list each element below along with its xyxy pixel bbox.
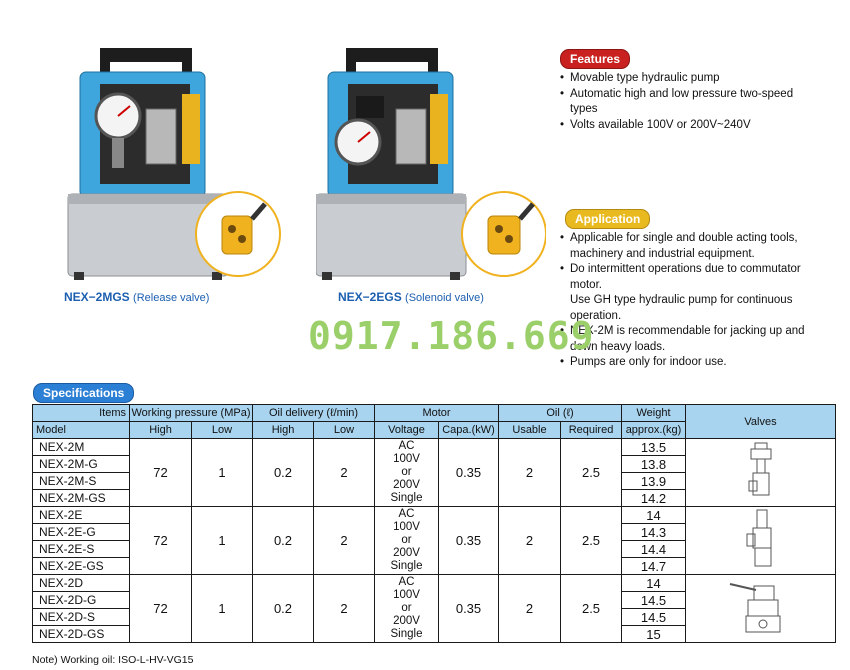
table-row	[33, 575, 836, 592]
voltage-line: 200V	[393, 615, 420, 627]
voltage-line: or	[401, 534, 412, 546]
header-oil: Oil (ℓ)	[499, 405, 622, 422]
application-item: • NEX-2M is recommendable for jacking up and	[560, 324, 845, 340]
od-high-cell: 0.2	[253, 507, 314, 575]
weight-cell: 14.5	[622, 592, 686, 609]
features-list	[560, 71, 840, 133]
application-item: Use GH type hydraulic pump for continuous	[570, 294, 793, 306]
voltage-line: 100V	[393, 521, 420, 533]
product-caption-2	[338, 290, 484, 304]
model-cell: NEX-2E-GS	[33, 558, 130, 575]
application-item: • Do intermittent operations due to commutator	[560, 262, 845, 278]
feature-item: • Volts available 100V or 200V~240V	[560, 118, 840, 134]
voltage-line: 100V	[393, 589, 420, 601]
header-weight: Weight	[622, 405, 686, 422]
voltage-line: AC	[398, 508, 415, 520]
wp-low-cell: 1	[192, 439, 253, 507]
model-cell: NEX-2M	[33, 439, 130, 456]
weight-cell: 14	[622, 507, 686, 524]
valve-image-release	[686, 439, 836, 507]
header-capa: Capa.(kW)	[439, 422, 499, 439]
wp-high-cell: 72	[130, 507, 192, 575]
voltage-line: or	[401, 602, 412, 614]
weight-cell: 14.2	[622, 490, 686, 507]
voltage-cell	[375, 575, 439, 643]
model-cell: NEX-2M-G	[33, 456, 130, 473]
weight-cell: 14.4	[622, 541, 686, 558]
table-row	[33, 439, 836, 456]
header-working-pressure: Working pressure (MPa)	[130, 405, 253, 422]
od-low-cell: 2	[314, 575, 375, 643]
header-motor: Motor	[375, 405, 499, 422]
voltage-line: 200V	[393, 547, 420, 559]
header-voltage: Voltage	[375, 422, 439, 439]
capa-cell: 0.35	[439, 507, 499, 575]
weight-cell: 14.3	[622, 524, 686, 541]
od-low-cell: 2	[314, 507, 375, 575]
model-cell: NEX-2D-G	[33, 592, 130, 609]
header-usable: Usable	[499, 422, 561, 439]
feature-item: • Automatic high and low pressure two-speed	[560, 87, 840, 103]
features-badge: Features	[560, 49, 630, 69]
header-wp-high: High	[130, 422, 192, 439]
voltage-line: AC	[398, 576, 415, 588]
capa-cell: 0.35	[439, 575, 499, 643]
weight-cell: 14	[622, 575, 686, 592]
od-low-cell: 2	[314, 439, 375, 507]
header-oil-delivery: Oil delivery (ℓ/min)	[253, 405, 375, 422]
wp-high-cell: 72	[130, 575, 192, 643]
required-cell: 2.5	[561, 575, 622, 643]
application-item: operation.	[570, 309, 622, 322]
specifications-badge: Specifications	[33, 383, 134, 403]
wp-high-cell: 72	[130, 439, 192, 507]
application-list	[560, 231, 845, 371]
product-model-1: NEX−2MGS	[64, 290, 130, 304]
application-item: • Pumps are only for indoor use.	[560, 355, 845, 371]
application-badge: Application	[565, 209, 650, 229]
application-item: motor.	[570, 278, 602, 291]
model-cell: NEX-2E	[33, 507, 130, 524]
product-caption-1	[64, 290, 209, 304]
required-cell: 2.5	[561, 507, 622, 575]
header-wp-low: Low	[192, 422, 253, 439]
pump-image-solenoid-valve	[316, 44, 546, 284]
header-od-low: Low	[314, 422, 375, 439]
valve-image-solenoid	[686, 507, 836, 575]
header-od-high: High	[253, 422, 314, 439]
model-cell: NEX-2E-S	[33, 541, 130, 558]
usable-cell: 2	[499, 507, 561, 575]
valve-image-manual	[686, 575, 836, 643]
wp-low-cell: 1	[192, 575, 253, 643]
weight-cell: 13.9	[622, 473, 686, 490]
capa-cell: 0.35	[439, 439, 499, 507]
weight-cell: 13.5	[622, 439, 686, 456]
weight-cell: 14.7	[622, 558, 686, 575]
feature-item: types	[570, 103, 598, 115]
header-required: Required	[561, 422, 622, 439]
product-desc-1: (Release valve)	[133, 292, 210, 304]
phone-number: 0917.186.669	[308, 314, 595, 358]
header-items	[33, 405, 130, 422]
header-model: Model	[33, 422, 130, 439]
product-model-2: NEX−2EGS	[338, 290, 402, 304]
header-items-label: Items	[99, 407, 126, 419]
od-high-cell: 0.2	[253, 439, 314, 507]
usable-cell: 2	[499, 575, 561, 643]
model-cell: NEX-2M-GS	[33, 490, 130, 507]
weight-cell: 14.5	[622, 609, 686, 626]
header-valves: Valves	[686, 405, 836, 439]
voltage-line: Single	[390, 560, 423, 572]
weight-cell: 15	[622, 626, 686, 643]
pump-image-release-valve	[60, 44, 290, 284]
model-cell: NEX-2D	[33, 575, 130, 592]
note-working-oil: Note) Working oil: ISO-L-HV-VG15	[32, 654, 194, 666]
voltage-line: or	[401, 466, 412, 478]
product-desc-2: (Solenoid valve)	[405, 292, 484, 304]
model-cell: NEX-2E-G	[33, 524, 130, 541]
application-item: • Applicable for single and double acting tools,	[560, 231, 845, 247]
model-cell: NEX-2M-S	[33, 473, 130, 490]
model-cell: NEX-2D-S	[33, 609, 130, 626]
model-cell: NEX-2D-GS	[33, 626, 130, 643]
weight-cell: 13.8	[622, 456, 686, 473]
table-row	[33, 507, 836, 524]
specifications-table	[32, 404, 836, 643]
feature-item: • Movable type hydraulic pump	[560, 71, 840, 87]
application-item: machinery and industrial equipment.	[570, 247, 755, 260]
voltage-cell	[375, 439, 439, 507]
required-cell: 2.5	[561, 439, 622, 507]
wp-low-cell: 1	[192, 507, 253, 575]
voltage-line: Single	[390, 492, 423, 504]
application-item: down heavy loads.	[570, 340, 666, 353]
header-weight-sub: approx.(kg)	[622, 422, 686, 439]
voltage-line: AC	[398, 440, 415, 452]
voltage-line: 200V	[393, 479, 420, 491]
voltage-cell	[375, 507, 439, 575]
voltage-line: Single	[390, 628, 423, 640]
usable-cell: 2	[499, 439, 561, 507]
voltage-line: 100V	[393, 453, 420, 465]
od-high-cell: 0.2	[253, 575, 314, 643]
